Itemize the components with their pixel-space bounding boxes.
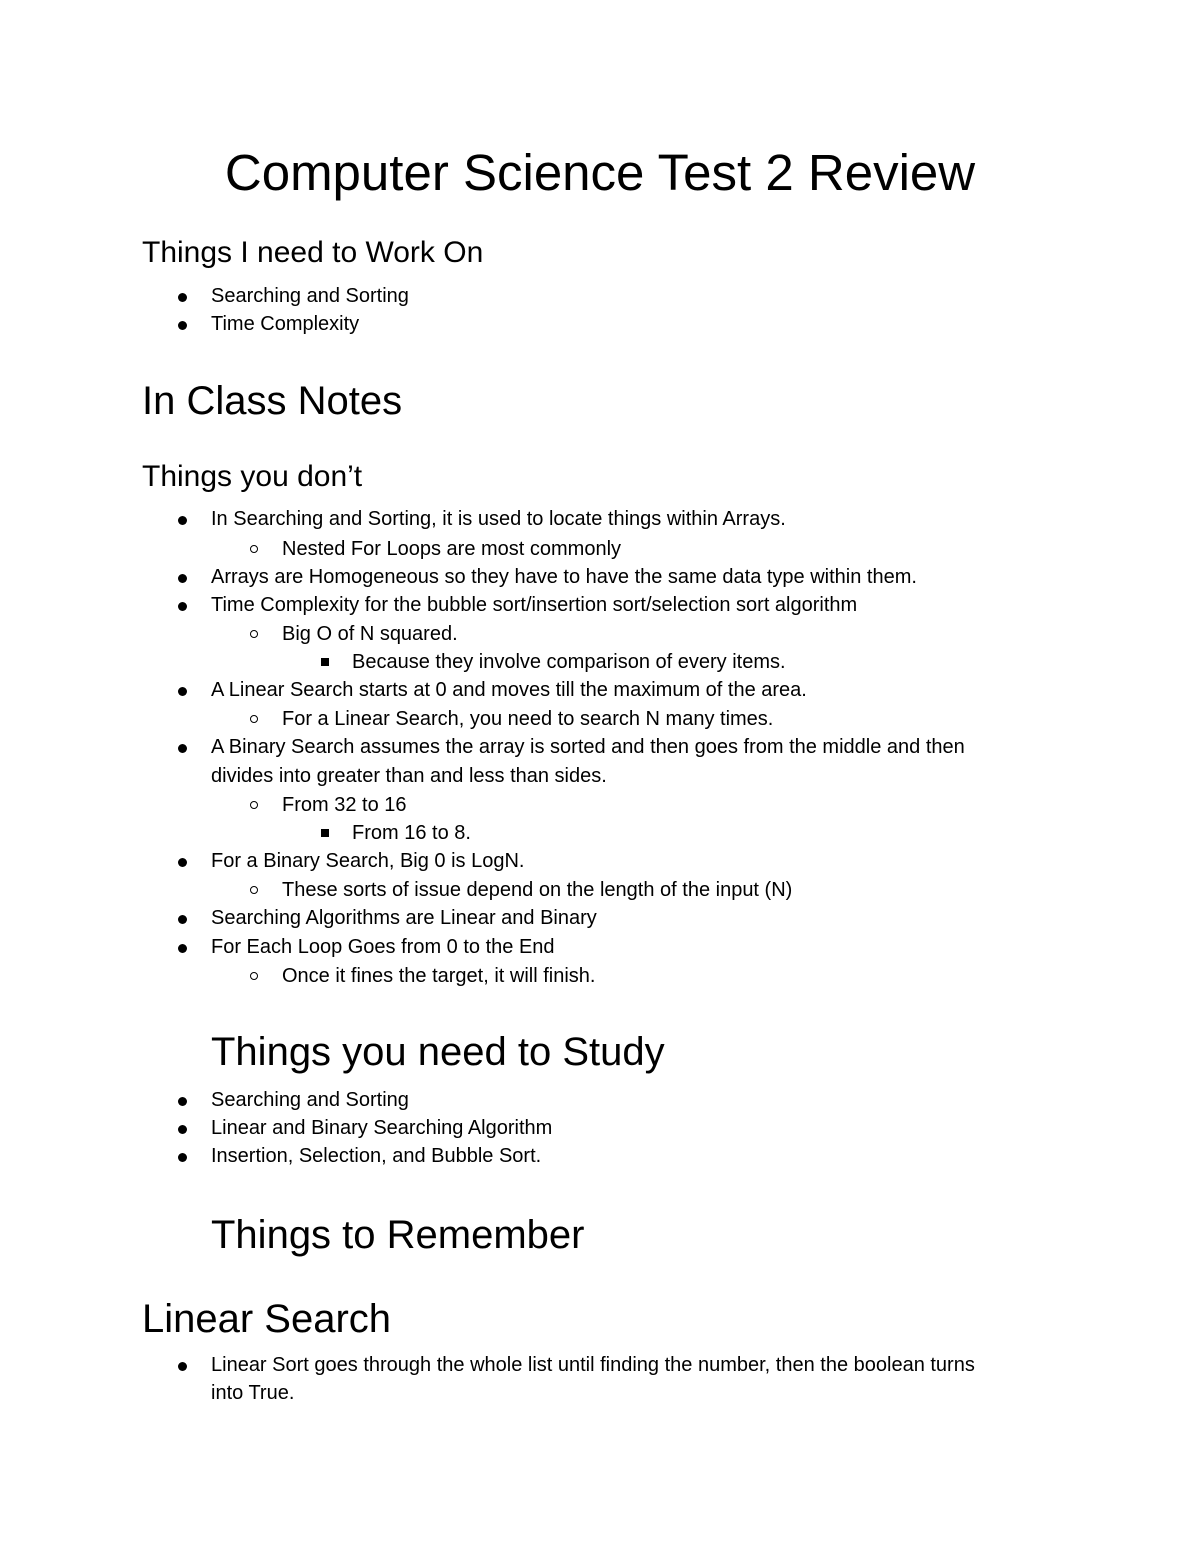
bullet-dot-icon	[178, 602, 187, 611]
class-notes-heading: In Class Notes	[142, 379, 403, 423]
bullet-dot-icon	[178, 293, 187, 302]
list-item: Linear Sort goes through the whole list until finding the number, then the boolean turns	[211, 1354, 975, 1376]
bullet-dot-icon	[178, 744, 187, 753]
list-item: Time Complexity	[211, 313, 360, 335]
list-item: Nested For Loops are most commonly	[282, 538, 622, 560]
list-item: Arrays are Homogeneous so they have to have the same data type within them.	[211, 566, 917, 588]
list-item: These sorts of issue depend on the length of the input (N)	[282, 879, 793, 901]
list-item-continuation: into True.	[211, 1382, 295, 1404]
bullet-dot-icon	[178, 321, 187, 330]
bullet-dot-icon	[178, 944, 187, 953]
linear-search-heading: Linear Search	[142, 1297, 392, 1341]
list-item: Insertion, Selection, and Bubble Sort.	[211, 1145, 542, 1167]
list-item: Linear and Binary Searching Algorithm	[211, 1117, 553, 1139]
bullet-dot-icon	[178, 1153, 187, 1162]
list-item: From 32 to 16	[282, 794, 407, 816]
bullet-dot-icon	[178, 1362, 187, 1371]
list-item: Because they involve comparison of every items.	[352, 651, 786, 673]
bullet-square-icon	[321, 658, 329, 666]
list-item: For a Binary Search, Big 0 is LogN.	[211, 850, 525, 872]
bullet-dot-icon	[178, 858, 187, 867]
list-item: For a Linear Search, you need to search N many times.	[282, 708, 774, 730]
list-item: Searching and Sorting	[211, 285, 409, 307]
list-item: Searching and Sorting	[211, 1089, 409, 1111]
bullet-dot-icon	[178, 687, 187, 696]
list-item: Searching Algorithms are Linear and Binary	[211, 907, 597, 929]
bullet-circle-icon	[250, 715, 258, 723]
list-item: Time Complexity for the bubble sort/insertion sort/selection sort algorithm	[211, 594, 858, 616]
bullet-circle-icon	[250, 630, 258, 638]
bullet-circle-icon	[250, 545, 258, 553]
bullet-dot-icon	[178, 915, 187, 924]
bullet-dot-icon	[178, 1125, 187, 1134]
list-item: A Binary Search assumes the array is sorted and then goes from the middle and then	[211, 736, 965, 758]
list-item: Big O of N squared.	[282, 623, 458, 645]
bullet-dot-icon	[178, 516, 187, 525]
study-heading: Things you need to Study	[211, 1030, 665, 1074]
list-item: A Linear Search starts at 0 and moves till the maximum of the area.	[211, 679, 807, 701]
list-item: For Each Loop Goes from 0 to the End	[211, 936, 555, 958]
list-item: From 16 to 8.	[352, 822, 471, 844]
list-item-continuation: divides into greater than and less than sides.	[211, 765, 607, 787]
list-item: In Searching and Sorting, it is used to locate things within Arrays.	[211, 508, 786, 530]
list-item: Once it fines the target, it will finish.	[282, 965, 596, 987]
bullet-dot-icon	[178, 574, 187, 583]
bullet-dot-icon	[178, 1097, 187, 1106]
bullet-circle-icon	[250, 972, 258, 980]
work-on-heading: Things I need to Work On	[142, 236, 484, 269]
bullet-circle-icon	[250, 886, 258, 894]
bullet-circle-icon	[250, 801, 258, 809]
bullet-square-icon	[321, 829, 329, 837]
page-title: Computer Science Test 2 Review	[224, 144, 976, 201]
remember-heading: Things to Remember	[211, 1213, 585, 1257]
class-notes-subheading: Things you don’t	[142, 460, 363, 493]
